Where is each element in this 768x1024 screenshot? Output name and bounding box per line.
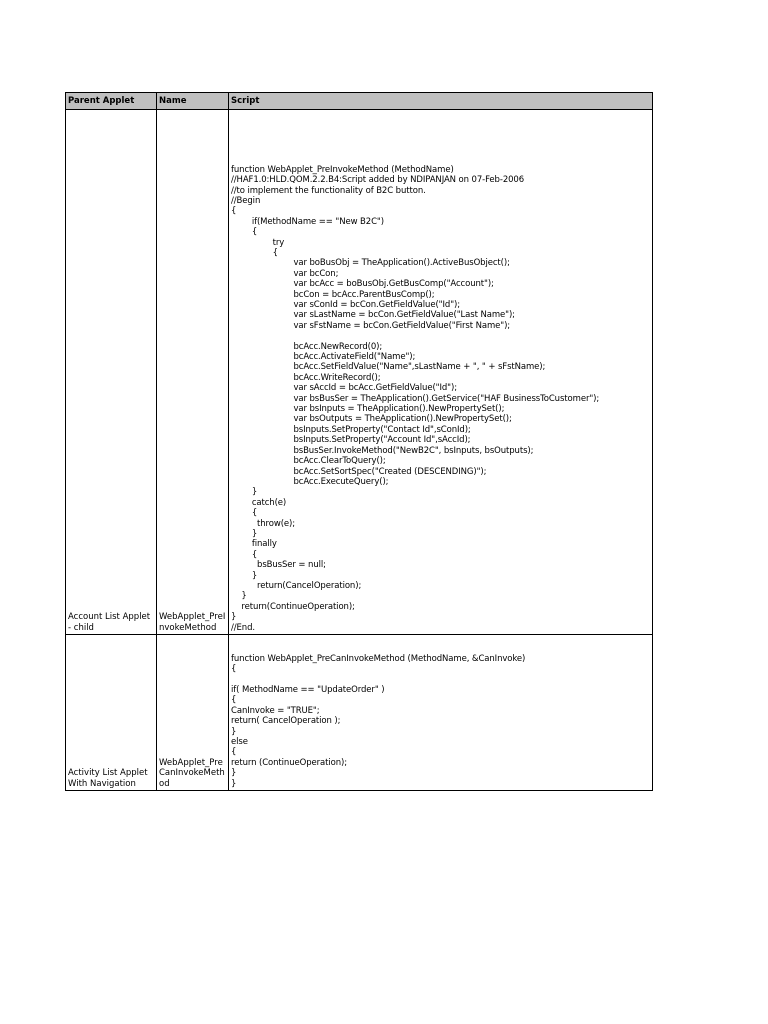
parent-applet-cell	[66, 110, 157, 635]
parent-applet-cell	[66, 635, 157, 791]
header-script: Script	[229, 93, 653, 110]
script-code: function WebApplet_PreCanInvokeMethod (MethodName, &CanInvoke) { if( MethodName == "UpdateOrder" ) { CanInvoke = "TRUE"; return( CancelOperation ); } else { return (ContinueOperation); } }	[231, 653, 526, 789]
script-code: function WebApplet_PreInvokeMethod (MethodName) //HAF1.0:HLD.QOM.2.2.B4:Script added by NDIPANJAN on 07-Feb-2006 //to implement the functionality of B2C button. //Begin { if(MethodName == "New B2C") { try { var boBusObj = TheApplication().ActiveBusObject(); var bcCon; var bcAcc = boBusObj.GetBusComp("Account"); bcCon = bcAcc.ParentBusComp(); var sConId = bcCon.GetFieldValue("Id"); var sLastName = bcCon.GetFieldValue("Last Name"); var sFstName = bcCon.GetFieldValue("First Name"); bcAcc.NewRecord(0); bcAcc.ActivateField("Name"); bcAcc.SetFieldValue("Name",sLastName + ", " + sFstName); bcAcc.WriteRecord(); var sAccId = bcAcc.GetFieldValue("Id"); var bsBusSer = TheApplication().GetService("HAF BusinessToCustomer"); var bsInputs = TheApplication().NewPropertySet(); var bsOutputs = TheApplication().NewPropertySet(); bsInputs.SetProperty("Contact Id",sConId); bsInputs.SetProperty("Account Id",sAccId); bsBusSer.InvokeMethod("NewB2C", bsInputs, bsOutputs); bcAcc.ClearToQuery(); bcAcc.SetSortSpec("Created (DESCENDING)"); bcAcc.ExecuteQuery(); } catch(e) { throw(e); } finally { bsBusSer = null; } return(CancelOperation); } return(ContinueOperation); } //End.	[231, 164, 600, 633]
method-name-text: WebApplet_PreInvokeMethod	[159, 612, 226, 633]
script-cell	[229, 110, 653, 635]
name-cell	[157, 110, 229, 635]
scripts-table	[65, 92, 653, 791]
parent-applet-text: Activity List Applet With Navigation	[68, 768, 148, 789]
name-cell	[157, 635, 229, 791]
parent-applet-text: Account List Applet - child	[68, 612, 151, 633]
header-name: Name	[157, 93, 229, 110]
header-parent-applet: Parent Applet	[66, 93, 157, 110]
method-name-text: WebApplet_PreCanInvokeMethod	[159, 757, 225, 789]
script-cell	[229, 635, 653, 791]
table-row	[66, 635, 653, 791]
table-header-row	[66, 93, 653, 110]
table-row	[66, 110, 653, 635]
